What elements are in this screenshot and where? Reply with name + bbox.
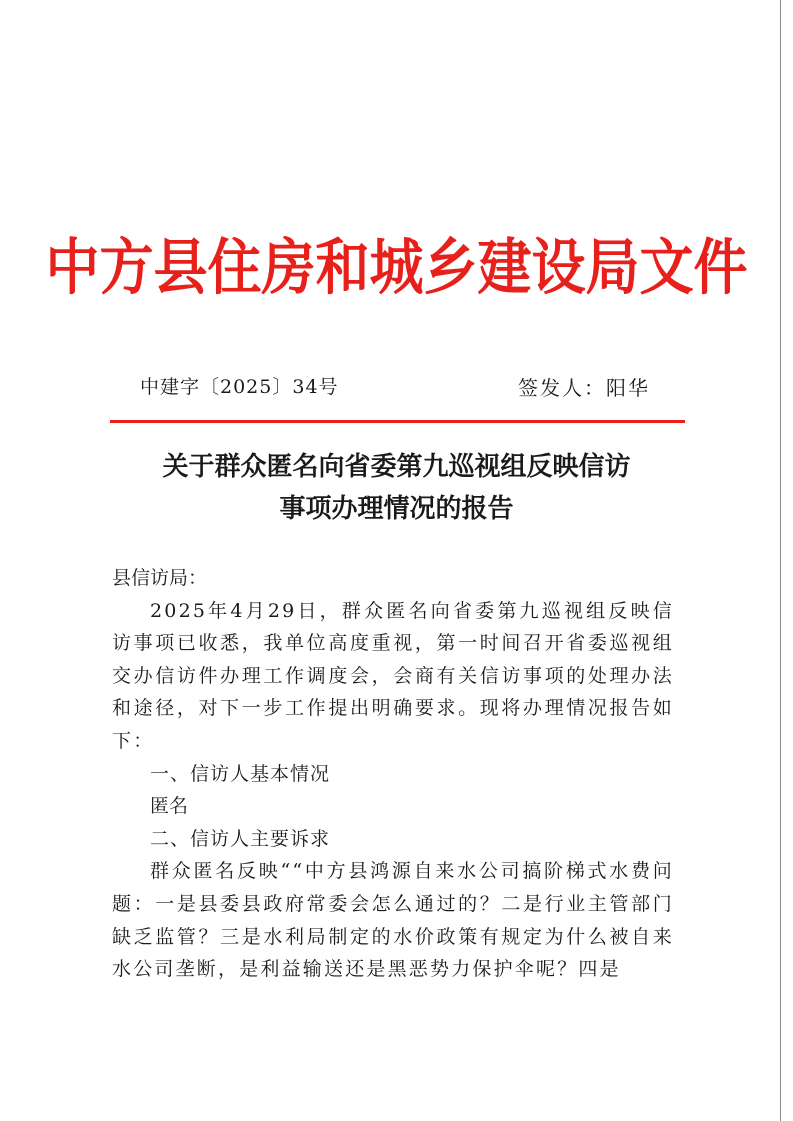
salutation: 县信访局： [112,567,208,589]
section-heading-2: 二、信访人主要诉求 [150,827,331,850]
document-signer: 签发人：阳华 [518,376,650,400]
paragraph-intro: 2025年4月29日，群众匿名向省委第九巡视组反映信访事项已收悉，我单位高度重视，第一时间召开省委巡视组交办信访件办理工作调度会，会商有关信访事项的处理办法和途径，对下一步工作提出明确要求。现将办理情况报告如下： [112,599,674,752]
paragraph-complaint: 群众匿名反映““中方县鸿源自来水公司搞阶梯式水费问题：一是县委县政府常委会怎么通过的？二是行业主管部门缺乏监管？三是水利局制定的水价政策有规定为什么被自来水公司垄断，是利益输送还是黑恶势力保护伞呢？四是 [112,860,674,981]
paragraph-anonymous: 匿名 [150,795,189,818]
document-number: 中建字〔2025〕34号 [140,376,339,398]
document-masthead: 中方县住房和城乡建设局文件 [45,232,748,303]
document-body [112,562,674,986]
page-edge-line [780,0,781,1121]
section-heading-1: 一、信访人基本情况 [150,762,331,785]
title-line-1: 关于群众匿名向省委第九巡视组反映信访 [162,452,631,482]
document-title [0,446,793,530]
title-line-2: 事项办理情况的报告 [279,494,514,524]
red-divider-line [110,420,685,423]
